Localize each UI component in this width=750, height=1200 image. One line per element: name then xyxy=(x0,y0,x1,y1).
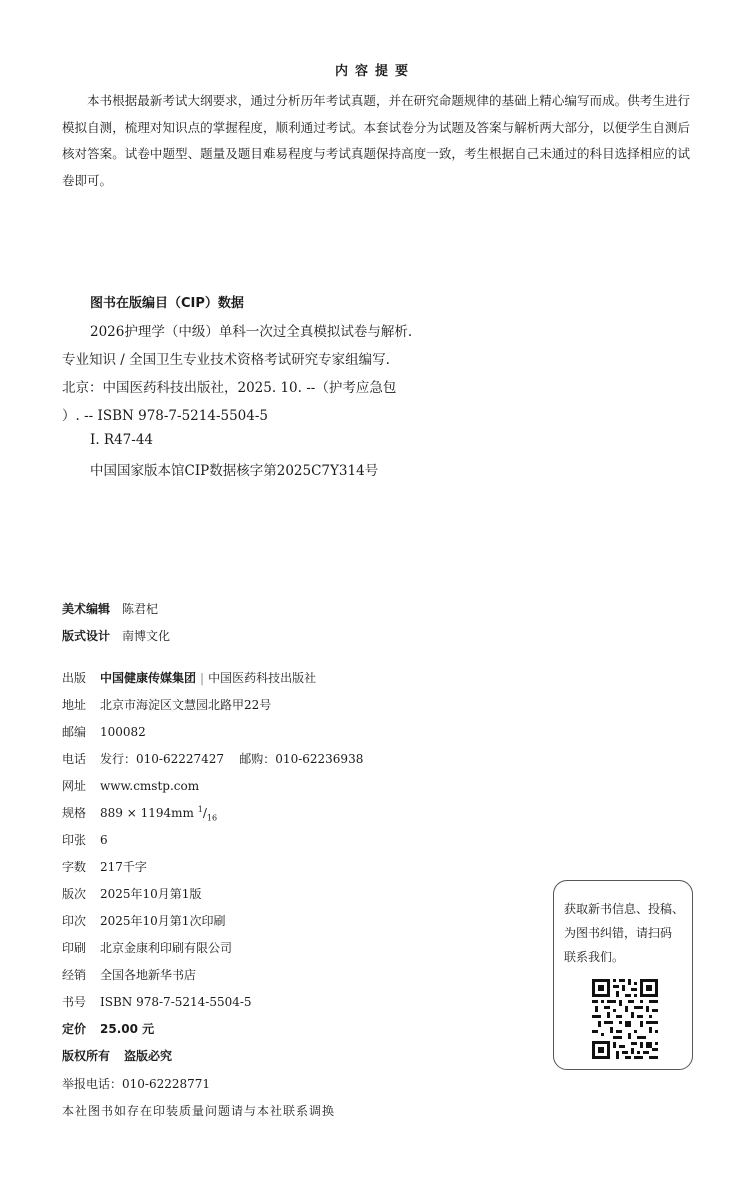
info-value: 2025年10月第1次印刷 xyxy=(100,914,226,928)
info-label: 规格 xyxy=(62,806,87,820)
summary-body: 本书根据最新考试大纲要求，通过分析历年考试真题，并在研究命题规律的基础上精心编写而成。供考生进行模拟自测，梳理对知识点的掌握程度，顺利通过考试。本套试卷分为试题及答案与解析两大部分，以便学生自测后核对答案。试卷中题型、题量及题目难易程度与考试真题保持高度一致，考生根据自己未通过的科目选择相应的试卷即可。 xyxy=(62,93,690,188)
info-label: 印张 xyxy=(62,833,87,847)
summary-title: 内容提要 xyxy=(334,64,415,79)
info-label: 经销 xyxy=(62,968,87,982)
info-value: 北京市海淀区文慧园北路甲22号 xyxy=(100,698,272,712)
info-label: 印刷 xyxy=(62,941,87,955)
info-words xyxy=(62,858,147,875)
info-value: 25.00 元 xyxy=(100,1022,155,1036)
info-value: ISBN 978-7-5214-5504-5 xyxy=(100,995,252,1009)
info-label: 地址 xyxy=(62,698,87,712)
info-copyright xyxy=(62,1047,172,1064)
info-report xyxy=(62,1075,210,1092)
info-edition xyxy=(62,885,201,902)
info-address xyxy=(62,696,271,713)
credit-layout-design xyxy=(62,627,170,644)
qr-box-line-1: 获取新书信息、投稿、 xyxy=(564,902,685,916)
info-value: 6 xyxy=(100,833,108,847)
credit-label: 版式设计 xyxy=(62,629,111,643)
cip-line-3: 北京：中国医药科技出版社，2025. 10. --（护考应急包 xyxy=(62,380,397,396)
info-label: 字数 xyxy=(62,860,87,874)
credit-label: 美术编辑 xyxy=(62,602,111,616)
publisher-press: 中国医药科技出版社 xyxy=(208,671,317,685)
qr-box-line-2: 为图书纠错，请扫码 xyxy=(564,926,673,940)
qr-code-icon[interactable] xyxy=(592,979,658,1059)
info-website xyxy=(62,777,199,794)
info-price xyxy=(62,1020,154,1037)
info-label: 网址 xyxy=(62,779,87,793)
info-label: 出版 xyxy=(62,671,87,685)
info-value: 发行：010-62227427 邮购：010-62236938 xyxy=(100,752,364,766)
info-label: 电话 xyxy=(62,752,87,766)
qr-contact-box xyxy=(553,880,693,1070)
copyright-label: 版权所有 xyxy=(62,1049,111,1063)
report-label: 举报电话： xyxy=(62,1077,123,1091)
info-isbn xyxy=(62,993,252,1010)
cip-line-2: 专业知识 / 全国卫生专业技术资格考试研究专家组编写. xyxy=(62,352,390,368)
qr-box-text xyxy=(564,897,688,969)
publisher-separator: | xyxy=(200,671,205,685)
info-value: 北京金康利印刷有限公司 xyxy=(100,941,233,955)
info-label: 定价 xyxy=(62,1022,87,1036)
info-format: 规格 889 × 1194mm $^1/_{16}$ xyxy=(62,805,218,823)
info-sheets xyxy=(62,831,108,848)
qr-box-line-3: 联系我们。 xyxy=(564,950,625,964)
format-sup: 1 xyxy=(197,805,203,814)
info-value: 全国各地新华书店 xyxy=(100,968,197,982)
info-label: 版次 xyxy=(62,887,87,901)
info-value: 889 × 1194mm xyxy=(100,806,194,820)
quality-notice: 本社图书如存在印装质量问题请与本社联系调换 xyxy=(62,1104,336,1118)
cip-line-4: ）. -- ISBN 978-7-5214-5504-5 xyxy=(62,408,269,424)
info-label: 书号 xyxy=(62,995,87,1009)
credit-art-editor xyxy=(62,600,158,617)
cip-title: 图书在版编目（CIP）数据 xyxy=(90,296,244,311)
info-phone xyxy=(62,750,363,767)
cip-line-1: 2026护理学（中级）单科一次过全真模拟试卷与解析. xyxy=(90,324,413,340)
info-label: 印次 xyxy=(62,914,87,928)
info-distributor xyxy=(62,966,196,983)
info-value: 217千字 xyxy=(100,860,147,874)
publisher-group: 中国健康传媒集团 xyxy=(100,671,197,685)
report-value: 010-62228771 xyxy=(122,1077,211,1091)
info-printer xyxy=(62,939,232,956)
credit-value: 南博文化 xyxy=(122,629,171,643)
info-impression xyxy=(62,912,225,929)
copyright-value: 盗版必究 xyxy=(124,1049,173,1063)
format-sub: 16 xyxy=(206,813,218,823)
cip-line-6: 中国国家版本馆CIP数据核字第2025C7Y314号 xyxy=(90,463,379,479)
info-label: 邮编 xyxy=(62,725,87,739)
info-publisher xyxy=(62,669,316,686)
info-value: 100082 xyxy=(100,725,146,739)
info-postcode xyxy=(62,723,146,740)
info-value: 2025年10月第1版 xyxy=(100,887,202,901)
credit-value: 陈君杞 xyxy=(122,602,159,616)
info-value: www.cmstp.com xyxy=(100,779,200,793)
cip-line-5: Ⅰ. R47-44 xyxy=(90,432,153,448)
